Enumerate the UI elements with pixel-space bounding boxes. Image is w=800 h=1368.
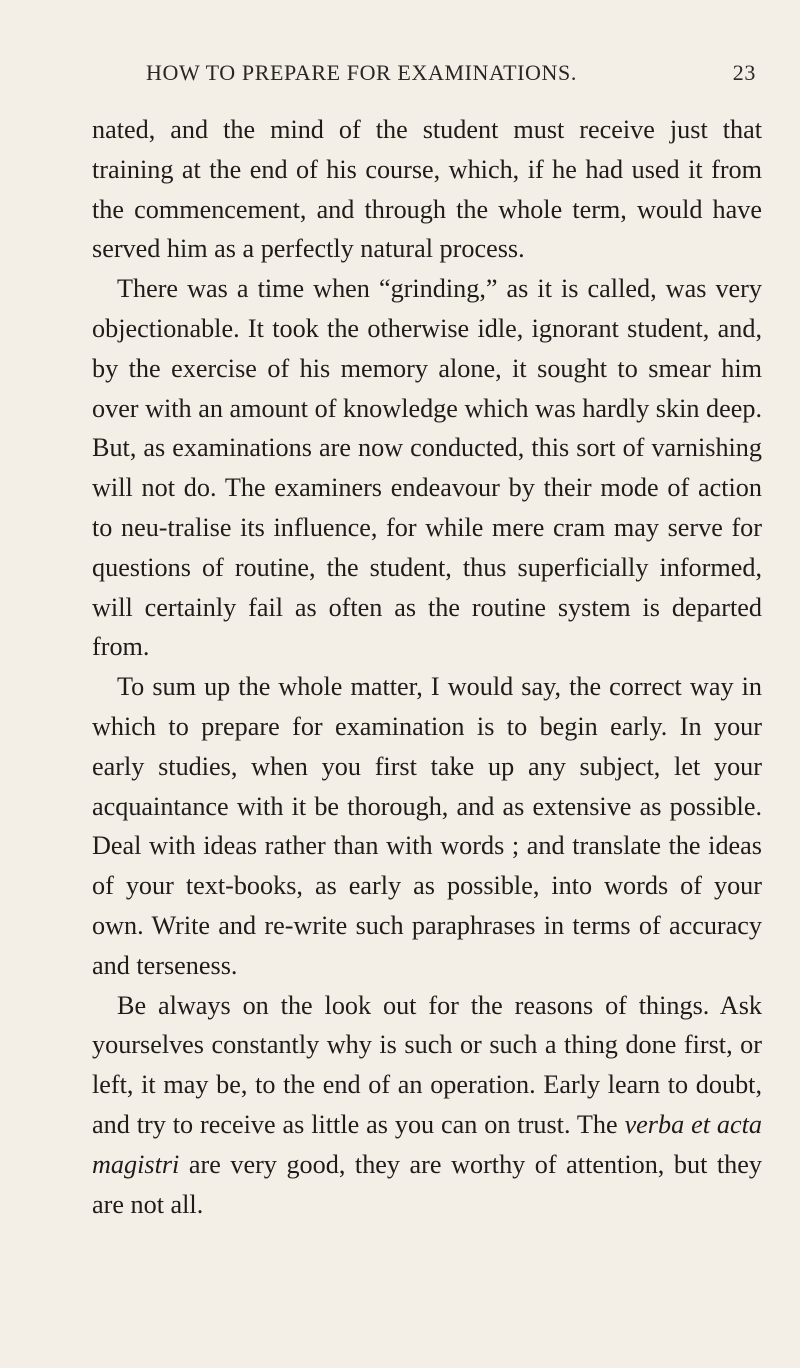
paragraph-3: To sum up the whole matter, I would say, the correct way in which to prepare for examination is to begin early. In your early studies, when you first take up any subject, let your acquaintance with it be thorough, and as extensive as possible. Deal with ideas rather than with words ; and translate the ideas of your text-books, as early as possible, into words of your own. Write and re-write such paraphrases in terms of accuracy and terseness. bbox=[92, 672, 762, 980]
latin-phrase: verba et acta magistri bbox=[92, 1109, 762, 1179]
paragraph-2: There was a time when “grinding,” as it is called, was very objectionable. It took the otherwise idle, ignorant student, and, by the exercise of his memory alone, it sought to smear him over with an amount of knowledge which was hardly skin deep. But, as examinations are now conducted, this sort of varnishing will not do. The examiners endeavour by their mode of action to neu-tralise its influence, for while mere cram may serve for questions of routine, the student, thus superficially informed, will certainly fail as often as the routine system is departed from. bbox=[92, 274, 762, 662]
paragraph-4 bbox=[92, 986, 762, 1225]
running-head bbox=[146, 60, 756, 84]
paragraph-4-text-after: are very good, they are worthy of attention, but they are not all. bbox=[92, 1149, 762, 1219]
running-title: HOW TO PREPARE FOR EXAMINATIONS. bbox=[146, 60, 577, 85]
paragraph-4-text-before: Be always on the look out for the reasons of things. Ask yourselves constantly why is such or such a thing done first, or left, it may be, to the end of an operation. Early learn to doubt, and try to receive as little as you can on trust. The bbox=[92, 990, 762, 1139]
page-number: 23 bbox=[732, 60, 756, 85]
body-text bbox=[92, 110, 762, 1224]
paragraph-1: nated, and the mind of the student must receive just that training at the end of his course, which, if he had used it from the commencement, and through the whole term, would have served him as a perfectly natural process. bbox=[92, 115, 762, 264]
